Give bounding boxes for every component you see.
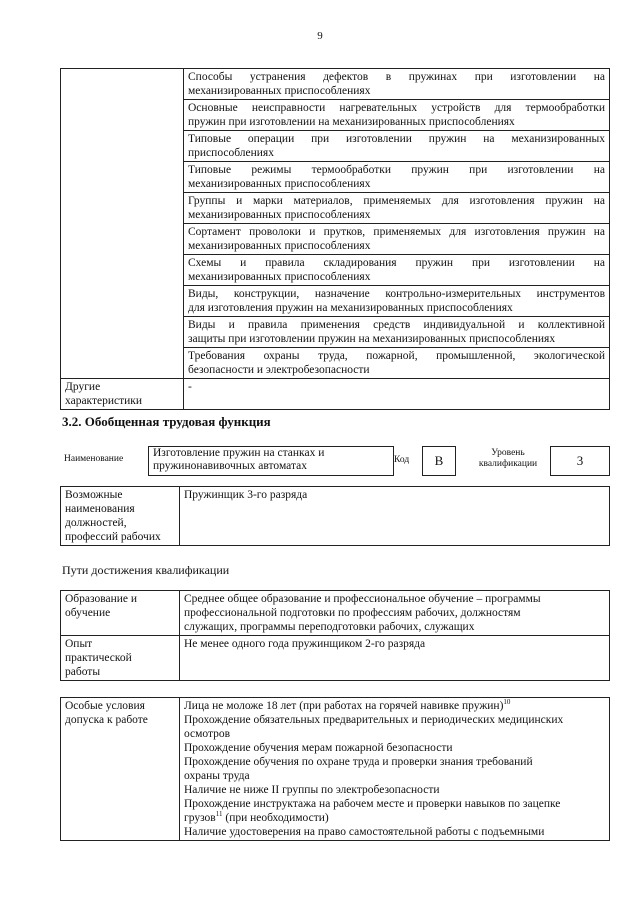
table-row bbox=[61, 636, 610, 681]
list-item: Схемы и правила складирования пружин при изготовлении на механизированных приспособлениях bbox=[184, 255, 610, 286]
table-row bbox=[61, 487, 610, 546]
list-item: Способы устранения дефектов в пружинах при изготовлении на механизированных приспособлениях bbox=[184, 69, 610, 100]
table-row bbox=[61, 379, 610, 410]
general-function-row bbox=[60, 446, 610, 476]
other-characteristics-value: - bbox=[184, 379, 610, 410]
admission-value: Лица не моложе 18 лет (при работах на горячей навивке пружин)$^{10}$ Прохождение обязательных предварительных и периодических медицинских осмотров Прохождение обучения мерам пожарной безопасности Прохождение обучения по охране труда и проверки знания требований охраны труда Наличие не ниже II группы по электробезопасности Прохождение инструктажа на рабочем месте и проверки навыков по зацепке грузов$^{11}$ (при необходимости) Наличие удостоверения на право самостоятельной работы с подъемными bbox=[180, 698, 610, 841]
education-value: Среднее общее образование и профессиональное обучение – программы профессиональной подготовки по профессиям рабочих, должностям служащих, программы переподготовки рабочих, служащих bbox=[180, 591, 610, 636]
section-title: 3.2. Обобщенная трудовая функция bbox=[62, 414, 271, 429]
qualification-level-label: Уровень квалификации bbox=[478, 448, 538, 469]
admission-label: Особые условия допуска к работе bbox=[61, 698, 180, 841]
empty-label-cell bbox=[61, 69, 184, 379]
list-item: Типовые операции при изготовлении пружин на механизированных приспособлениях bbox=[184, 131, 610, 162]
list-item: Типовые режимы термообработки пружин при изготовлении на механизированных приспособлениях bbox=[184, 162, 610, 193]
list-item: Виды и правила применения средств индивидуальной и коллективной защиты при изготовлении пружин на механизированных приспособлениях bbox=[184, 317, 610, 348]
experience-value: Не менее одного года пружинщиком 2-го разряда bbox=[180, 636, 610, 681]
education-label: Образование и обучение bbox=[61, 591, 180, 636]
function-name-box: Изготовление пружин на станках и пружинонавивочных автоматах bbox=[148, 446, 394, 476]
education-table bbox=[60, 590, 610, 681]
table-row bbox=[61, 69, 610, 100]
table-row bbox=[61, 698, 610, 841]
list-item: Сортамент проволоки и прутков, применяемых для изготовления пружин на механизированных приспособлениях bbox=[184, 224, 610, 255]
code-box: B bbox=[422, 446, 456, 476]
qualification-level-box: 3 bbox=[550, 446, 610, 476]
admission-table bbox=[60, 697, 610, 841]
list-item: Группы и марки материалов, применяемых для изготовления пружин на механизированных приспособлениях bbox=[184, 193, 610, 224]
positions-value: Пружинщик 3-го разряда bbox=[180, 487, 610, 546]
page-number: 9 bbox=[317, 30, 323, 42]
positions-label: Возможные наименования должностей, профессий рабочих bbox=[61, 487, 180, 546]
list-item: Требования охраны труда, пожарной, промышленной, экологической безопасности и электробезопасности bbox=[184, 348, 610, 379]
positions-table bbox=[60, 486, 610, 546]
list-item: Основные неисправности нагревательных устройств для термообработки пружин при изготовлении на механизированных приспособлениях bbox=[184, 100, 610, 131]
table-row bbox=[61, 591, 610, 636]
other-characteristics-label: Другие характеристики bbox=[61, 379, 184, 410]
list-item: Виды, конструкции, назначение контрольно-измерительных инструментов для изготовления пружин на механизированных приспособлениях bbox=[184, 286, 610, 317]
code-label: Код bbox=[394, 455, 410, 465]
requirements-table bbox=[60, 68, 610, 410]
experience-label: Опыт практической работы bbox=[61, 636, 180, 681]
name-label: Наименование bbox=[64, 454, 124, 464]
paths-title: Пути достижения квалификации bbox=[62, 563, 230, 577]
